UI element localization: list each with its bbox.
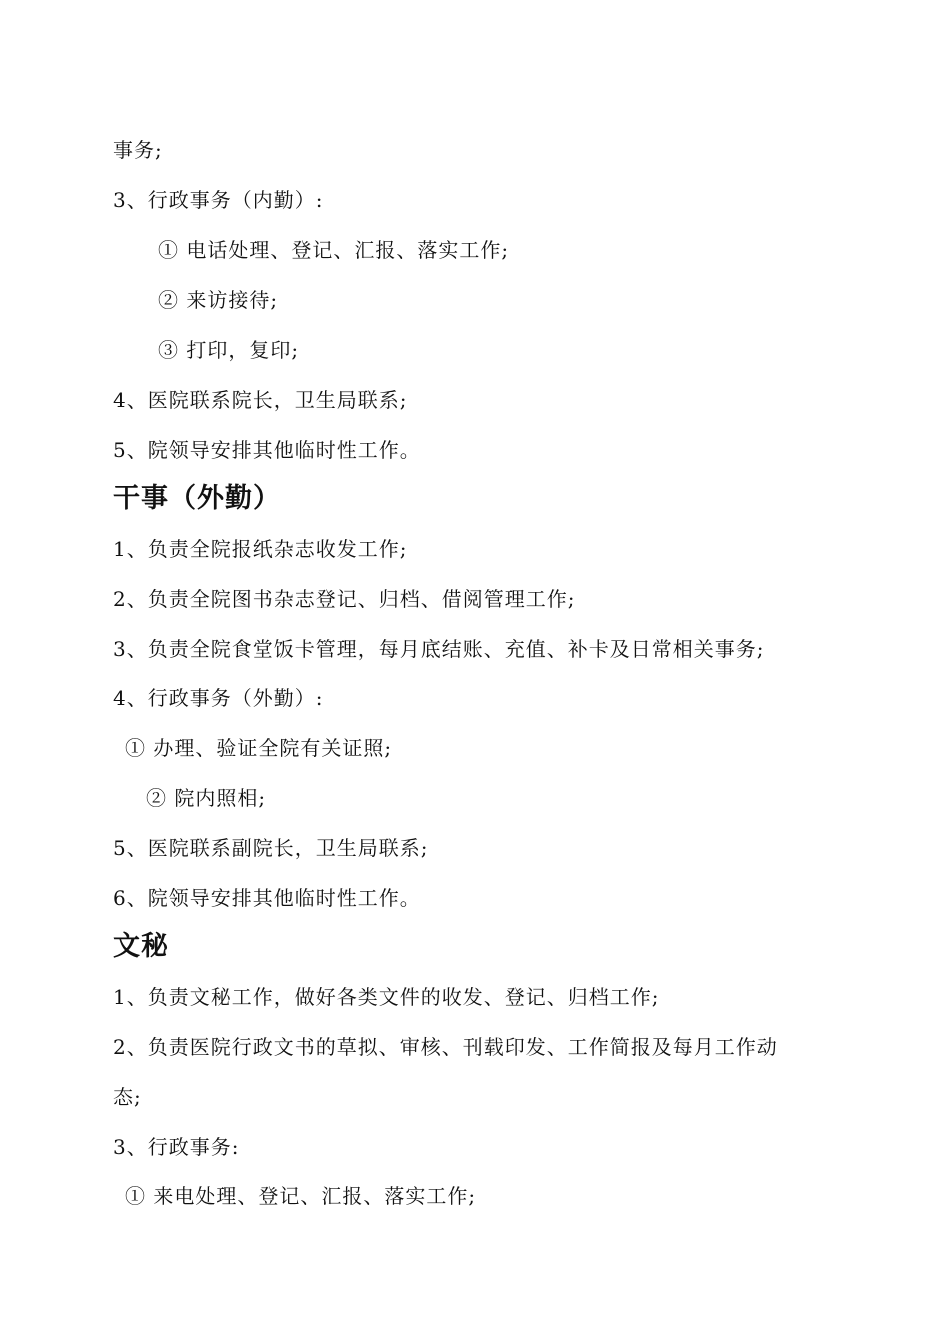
text-line: 3、负责全院食堂饭卡管理，每月底结账、充值、补卡及日常相关事务;: [113, 637, 765, 661]
text-line: 6、院领导安排其他临时性工作。: [113, 886, 421, 910]
list-item: ① 办理、验证全院有关证照;: [125, 736, 393, 760]
section-heading-wenmi: 文秘: [113, 931, 169, 962]
text-line: 事务;: [113, 138, 163, 162]
list-item: ② 院内照相;: [146, 786, 267, 810]
list-item: ① 来电处理、登记、汇报、落实工作;: [125, 1184, 477, 1208]
text-line: 5、院领导安排其他临时性工作。: [113, 438, 421, 462]
text-line: 2、负责医院行政文书的草拟、审核、刊载印发、工作简报及每月工作动: [113, 1035, 778, 1059]
text-line: 4、医院联系院长，卫生局联系;: [113, 388, 408, 412]
list-item: ② 来访接待;: [158, 288, 279, 312]
text-line: 3、行政事务:: [113, 1135, 240, 1159]
text-line: 4、行政事务（外勤）:: [113, 686, 324, 710]
list-item: ① 电话处理、登记、汇报、落实工作;: [158, 238, 510, 262]
text-line: 2、负责全院图书杂志登记、归档、借阅管理工作;: [113, 587, 576, 611]
list-item: ③ 打印，复印;: [158, 338, 300, 362]
text-line: 1、负责全院报纸杂志收发工作;: [113, 537, 408, 561]
section-heading-ganshi: 干事（外勤）: [113, 483, 281, 514]
text-line: 1、负责文秘工作，做好各类文件的收发、登记、归档工作;: [113, 985, 660, 1009]
text-line: 5、医院联系副院长，卫生局联系;: [113, 836, 429, 860]
text-line: 3、行政事务（内勤）:: [113, 188, 324, 212]
text-line: 态;: [113, 1085, 142, 1109]
